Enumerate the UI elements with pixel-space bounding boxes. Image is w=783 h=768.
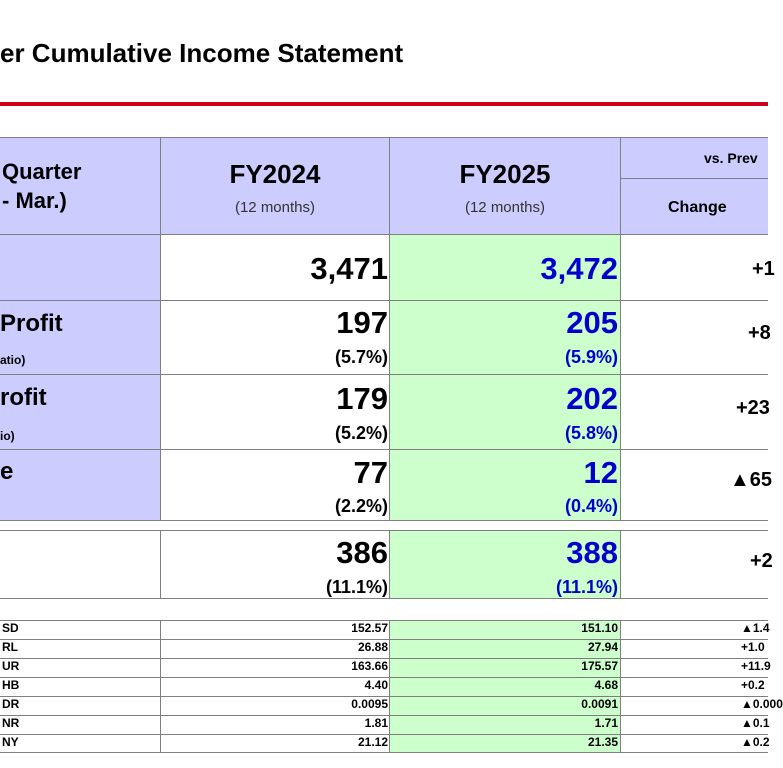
fx-fy2025: 27.94 [587, 640, 618, 654]
header-fy2024-cell [160, 137, 390, 234]
fx-fy2024: 4.40 [364, 678, 388, 692]
grid-line [160, 137, 161, 520]
row4-fy2024: 77 [353, 455, 388, 490]
grid-line [0, 696, 768, 697]
header-row-label-cell [0, 137, 160, 234]
row3-change: +23 [736, 397, 770, 419]
row1-fy2025: 3,472 [540, 251, 618, 286]
extra-change: +2 [750, 550, 773, 572]
fx-change: ▲0.1 [741, 716, 770, 730]
row3-fy2025-pct: (5.8%) [564, 423, 618, 443]
row3-fy2024-pct: (5.2%) [334, 423, 388, 443]
header-fy2024-title: FY2024 [229, 159, 321, 189]
header-fy2024-sub: (12 months) [234, 199, 316, 216]
fx-code: NY [2, 735, 19, 749]
row2-fy2025-pct: (5.9%) [564, 347, 618, 367]
header-change-label: Change [668, 199, 727, 216]
fx-code: NR [2, 716, 20, 730]
row1-fy2024: 3,471 [310, 251, 388, 286]
extra-fy2025-pct: (11.1%) [555, 577, 618, 597]
row3-fy2025: 202 [566, 381, 618, 416]
grid-line [0, 300, 768, 301]
grid-line [620, 137, 621, 520]
fx-fy2025: 151.10 [581, 621, 618, 635]
extra-fy2025: 388 [566, 535, 618, 570]
grid-line [389, 530, 390, 598]
fx-fy2024: 0.0095 [351, 697, 388, 711]
fx-code: SD [2, 621, 19, 635]
grid-line [0, 520, 768, 521]
fx-row [0, 734, 768, 751]
grid-line [0, 734, 768, 735]
fx-change: ▲0.2 [741, 735, 770, 749]
fx-change: +11.9 [741, 659, 771, 673]
fx-fy2024: 21.12 [357, 735, 388, 749]
row2-label-sub: atio) [0, 353, 26, 367]
row4-label: e [0, 458, 14, 485]
fx-code: HB [2, 678, 20, 692]
fx-change: +1.0 [741, 640, 765, 654]
fx-row [0, 677, 768, 694]
extra-fy2024: 386 [336, 535, 388, 570]
fx-fy2024: 152.57 [351, 621, 388, 635]
grid-line [160, 530, 161, 598]
fx-row [0, 639, 768, 656]
fx-fy2024: 1.81 [364, 716, 388, 730]
grid-line [0, 137, 768, 138]
grid-line [0, 620, 768, 621]
grid-line [620, 178, 768, 179]
fx-fy2025: 0.0091 [581, 697, 618, 711]
header-row-label-line1: Quarter [2, 159, 82, 184]
row4-fy2025: 12 [583, 455, 618, 490]
fx-fy2025: 21.35 [587, 735, 618, 749]
row3-label-sub: io) [0, 429, 15, 443]
header-fy2025-cell [390, 137, 620, 234]
row4-fy2024-pct: (2.2%) [334, 496, 388, 516]
row4-change: ▲65 [730, 469, 773, 491]
fx-change: +0.2 [741, 678, 765, 692]
row1-change: +1 [752, 258, 775, 280]
fx-code: DR [2, 697, 20, 711]
grid-line [0, 639, 768, 640]
title-divider [0, 102, 768, 106]
row2-change: +8 [748, 322, 771, 344]
extra-fy2024-pct: (11.1%) [325, 577, 388, 597]
fx-row [0, 658, 771, 675]
grid-line [0, 677, 768, 678]
grid-line [0, 234, 768, 235]
fx-fy2024: 163.66 [351, 659, 388, 673]
fx-row [0, 715, 768, 732]
grid-line [620, 530, 621, 598]
row2-fy2024: 197 [336, 305, 388, 340]
row-label-column [0, 234, 160, 520]
grid-line [0, 715, 768, 716]
fx-fy2025: 4.68 [594, 678, 618, 692]
fx-fy2025: 1.71 [594, 716, 618, 730]
grid-line [0, 598, 768, 599]
fx-code: UR [2, 659, 20, 673]
grid-line [620, 620, 621, 753]
page-title: er Cumulative Income Statement [0, 38, 404, 68]
row3-fy2024: 179 [336, 381, 388, 416]
row3-label: rofit [0, 384, 47, 411]
grid-line [389, 620, 390, 753]
grid-line [0, 530, 768, 531]
fx-row [0, 620, 768, 637]
grid-line [0, 752, 768, 753]
grid-line [160, 620, 161, 753]
grid-line [0, 658, 768, 659]
header-vs-title: vs. Prev [704, 150, 758, 166]
row2-label: Profit [0, 310, 63, 337]
fx-fy2024: 26.88 [357, 640, 388, 654]
row4-fy2025-pct: (0.4%) [564, 496, 618, 516]
header-fy2025-title: FY2025 [459, 159, 551, 189]
row2-fy2024-pct: (5.7%) [334, 347, 388, 367]
header-row-label-line2: - Mar.) [2, 188, 67, 213]
header-fy2025-sub: (12 months) [464, 199, 546, 216]
header-vs-cell [620, 137, 768, 234]
fx-fy2025: 175.57 [581, 659, 618, 673]
grid-line [0, 449, 768, 450]
fx-row [0, 696, 783, 713]
grid-line [389, 137, 390, 520]
row2-fy2025: 205 [566, 305, 618, 340]
fx-change: ▲0.000 [741, 697, 783, 711]
grid-line [0, 374, 768, 375]
fx-code: RL [2, 640, 18, 654]
fx-change: ▲1.4 [741, 621, 770, 635]
